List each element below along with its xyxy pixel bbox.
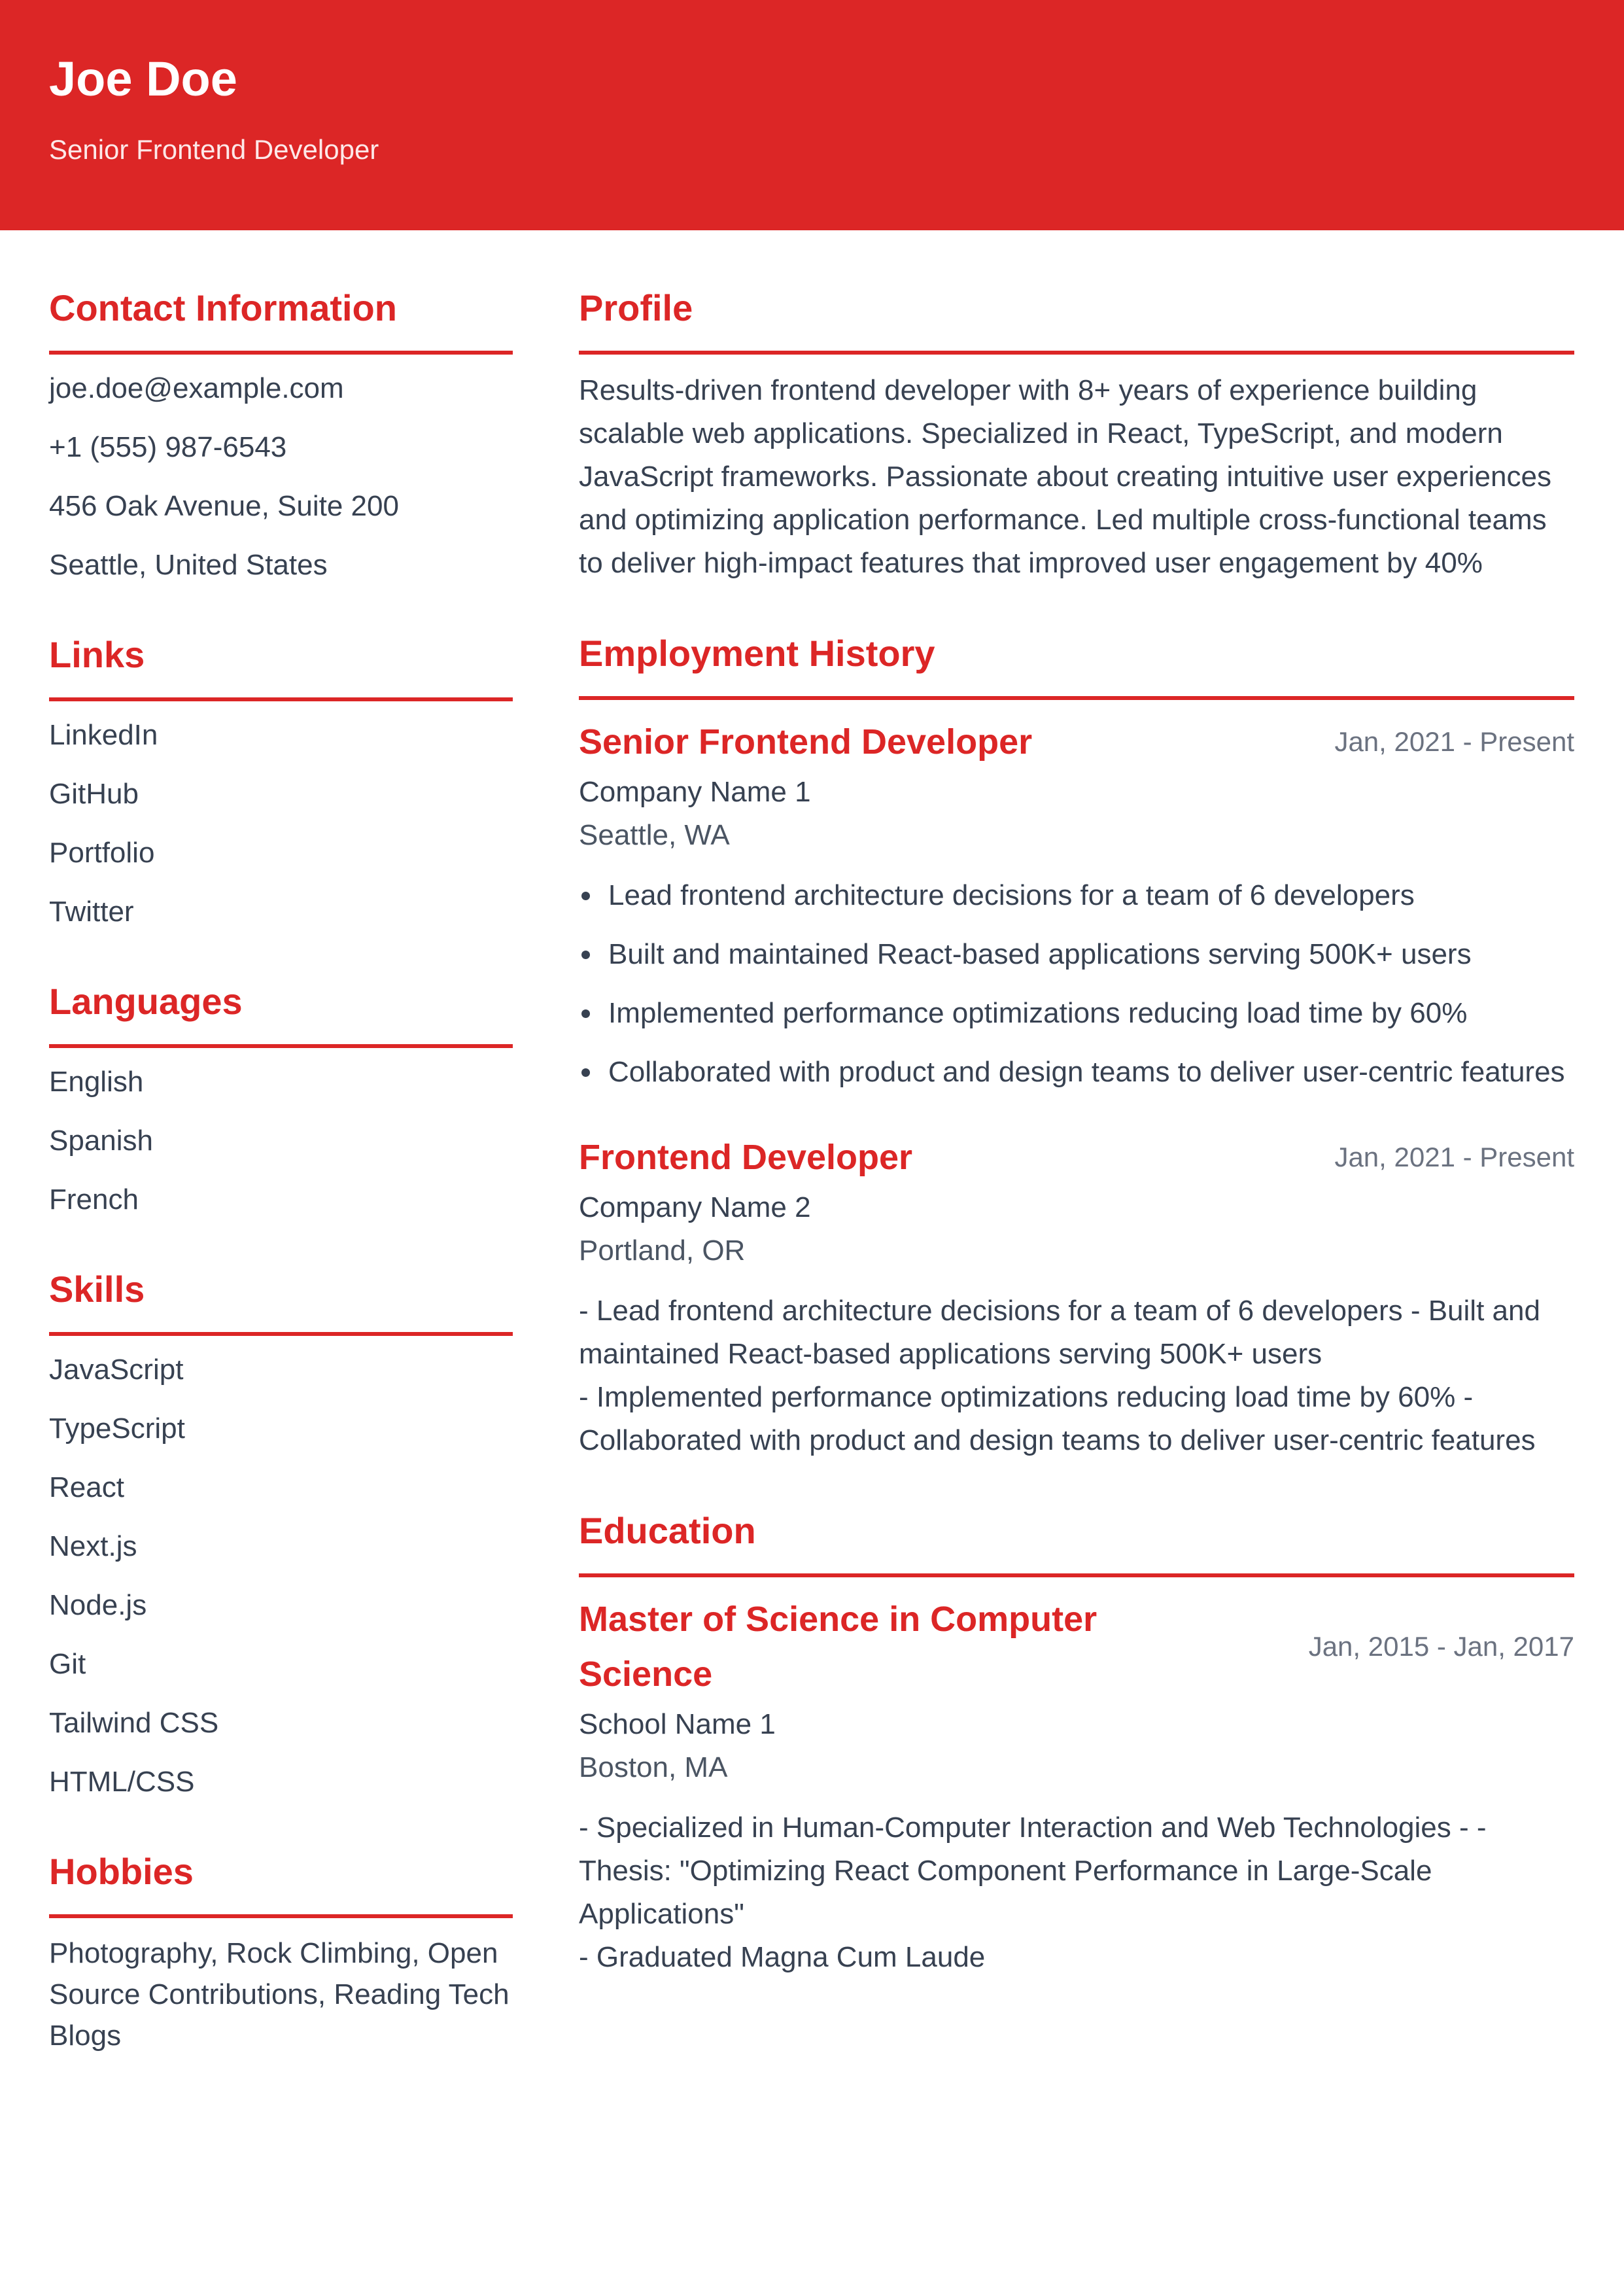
- contact-city: Seattle, United States: [49, 549, 328, 581]
- skill-item: React: [49, 1471, 124, 1503]
- section-divider: [49, 1332, 513, 1336]
- job-date: Jan, 2021 - Present: [1334, 1142, 1574, 1172]
- contact-phone: +1 (555) 987-6543: [49, 431, 287, 463]
- job-bullet: • Built and maintained React-based applications serving 500K+ users: [603, 933, 1574, 976]
- job-location: Seattle, WA: [579, 819, 730, 851]
- skill-item: Tailwind CSS: [49, 1707, 219, 1739]
- contact-heading: Contact Information: [49, 287, 397, 328]
- section-divider: [49, 351, 513, 355]
- contact-address: 456 Oak Avenue, Suite 200: [49, 490, 399, 522]
- employment-section: [579, 631, 1574, 1462]
- languages-section: [49, 979, 513, 1219]
- skill-item: Node.js: [49, 1589, 147, 1621]
- section-divider: [49, 1914, 513, 1918]
- skill-item: TypeScript: [49, 1412, 185, 1445]
- skill-item: JavaScript: [49, 1354, 184, 1386]
- links-heading: Links: [49, 634, 145, 675]
- skill-item: HTML/CSS: [49, 1766, 195, 1798]
- job-entry: [579, 1130, 1574, 1462]
- resume-header: [0, 0, 1624, 230]
- left-column: [49, 285, 513, 2103]
- contact-email: joe.doe@example.com: [49, 372, 344, 404]
- contact-section: [49, 285, 513, 585]
- link-linkedin[interactable]: LinkedIn: [49, 719, 158, 751]
- job-entry: [579, 714, 1574, 1094]
- job-bullet: • Implemented performance optimizations reducing load time by 60%: [603, 992, 1574, 1035]
- job-title: Senior Frontend Developer: [579, 722, 1033, 762]
- profile-heading: Profile: [579, 287, 693, 328]
- language-item: French: [49, 1183, 139, 1216]
- job-bullet: • Lead frontend architecture decisions for a team of 6 developers: [603, 874, 1574, 917]
- link-portfolio[interactable]: Portfolio: [49, 837, 155, 869]
- job-description: [579, 1289, 1574, 1462]
- degree-title: Master of Science in Computer Science: [579, 1600, 1097, 1694]
- job-location: Portland, OR: [579, 1235, 746, 1267]
- section-divider: [579, 1573, 1574, 1577]
- education-description: [579, 1806, 1574, 1979]
- education-section: [579, 1508, 1574, 1979]
- candidate-title: Senior Frontend Developer: [49, 134, 379, 165]
- job-date: Jan, 2021 - Present: [1334, 726, 1574, 757]
- section-divider: [579, 351, 1574, 355]
- skills-section: [49, 1267, 513, 1802]
- language-item: English: [49, 1066, 144, 1098]
- hobbies-heading: Hobbies: [49, 1851, 194, 1892]
- hobbies-section: [49, 1849, 513, 2056]
- education-date: Jan, 2015 - Jan, 2017: [1308, 1631, 1574, 1662]
- job-title: Frontend Developer: [579, 1138, 913, 1177]
- skills-heading: Skills: [49, 1269, 145, 1310]
- skill-item: Next.js: [49, 1530, 137, 1562]
- employment-heading: Employment History: [579, 633, 935, 674]
- links-section: [49, 632, 513, 932]
- job-company: Company Name 1: [579, 776, 811, 808]
- section-divider: [49, 697, 513, 701]
- education-description-line: - Graduated Magna Cum Laude: [579, 1941, 986, 1973]
- education-heading: Education: [579, 1510, 756, 1551]
- job-description-line: - Lead frontend architecture decisions for a team of 6 developers - Built and maintained React-based applications serving 500K+ users: [579, 1295, 1540, 1370]
- languages-heading: Languages: [49, 981, 243, 1022]
- education-entry: [579, 1592, 1574, 1979]
- hobbies-text: Photography, Rock Climbing, Open Source Contributions, Reading Tech Blogs: [49, 1937, 510, 2052]
- language-item: Spanish: [49, 1125, 154, 1157]
- job-bullets: [579, 874, 1574, 1094]
- candidate-name: Joe Doe: [49, 52, 237, 106]
- link-github[interactable]: GitHub: [49, 778, 139, 810]
- link-twitter[interactable]: Twitter: [49, 896, 134, 928]
- job-company: Company Name 2: [579, 1191, 811, 1223]
- section-divider: [579, 696, 1574, 700]
- school-name: School Name 1: [579, 1708, 776, 1740]
- job-bullet: • Collaborated with product and design teams to deliver user-centric features: [603, 1051, 1574, 1094]
- right-column: [579, 285, 1574, 2025]
- job-description-line: - Implemented performance optimizations reducing load time by 60% - Collaborated with product and design teams to deliver user-centric features: [579, 1381, 1536, 1456]
- school-location: Boston, MA: [579, 1751, 728, 1783]
- profile-summary: Results-driven frontend developer with 8+ years of experience building scalable web applications. Specialized in React, TypeScript, and modern JavaScript frameworks. Passionate about creating intuitive user experiences and optimizing application performance. Led multiple cross-functional teams to deliver high-impact features that improved user engagement by 40%: [579, 374, 1551, 579]
- profile-section: [579, 285, 1574, 585]
- section-divider: [49, 1044, 513, 1048]
- skill-item: Git: [49, 1648, 86, 1680]
- education-description-line: - Specialized in Human-Computer Interaction and Web Technologies - - Thesis: "Optimizing React Component Performance in Large-Scale Applications": [579, 1812, 1487, 1930]
